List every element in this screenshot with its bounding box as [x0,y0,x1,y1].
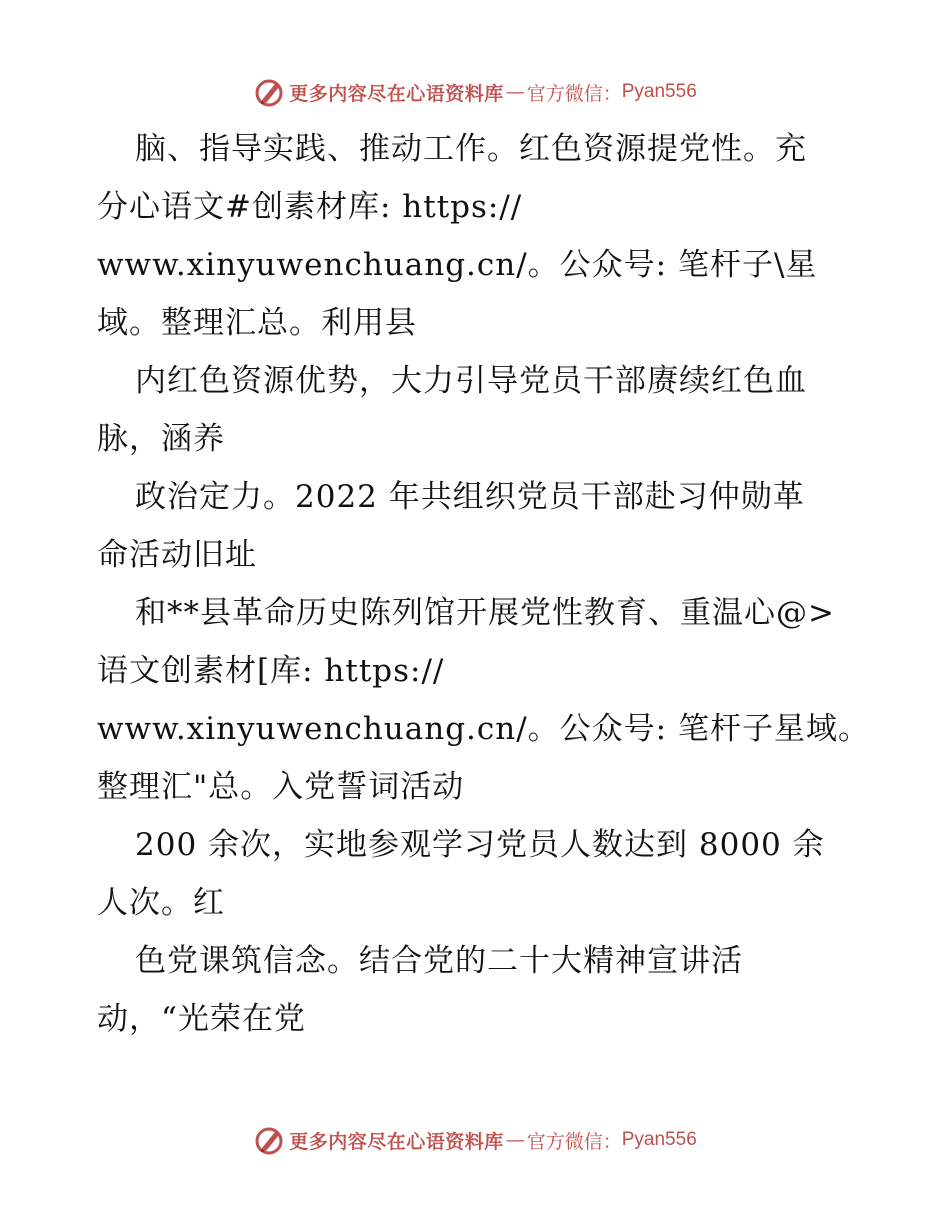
header-banner-wechat-id: Pyan556 [621,81,697,102]
text-line: 和**县革命历史陈列馆开展党性教育、重温心@> [135,595,835,631]
text-line: 政治定力。2022 年共组织党员干部赴习仲勋革 [135,479,805,515]
header-banner-separator: — [505,81,525,103]
header-banner-wechat-label: 官方微信： [526,82,622,105]
pen-logo-icon [253,76,285,108]
footer-banner [0,1120,950,1160]
text-line: 脑、指导实践、推动工作。红色资源提党性。充 [135,131,807,167]
pen-logo-icon [253,1124,285,1156]
footer-banner-wechat-label: 官方微信： [526,1130,622,1153]
text-line: 内红色资源优势，大力引导党员干部赓续红色血 [135,363,807,399]
text-line: 命活动旧址 [97,537,257,573]
header-banner [0,72,950,112]
text-line: www.xinyuwenchuang.cn/。公众号: 笔杆子星域。 [97,711,870,747]
text-line: 语文创素材[库: https:// [97,653,445,689]
footer-banner-text: 更多内容尽在心语资料库 [289,1130,504,1153]
text-line: 人次。红 [97,885,225,921]
text-line: 脉，涵养 [97,421,225,457]
text-line: 200 余次，实地参观学习党员人数达到 8000 余 [135,827,825,863]
footer-banner-wechat-id: Pyan556 [621,1129,697,1150]
document-body [97,120,870,1048]
text-line: www.xinyuwenchuang.cn/。公众号: 笔杆子\星 [97,247,818,283]
text-line: 分心语文#创素材库: https:// [97,189,523,225]
text-line: 整理汇"总。入党誓词活动 [97,769,465,805]
footer-banner-separator: — [505,1129,525,1151]
text-line: 域。整理汇总。利用县 [97,305,417,341]
text-line: 动，“光荣在党 [97,1001,306,1037]
text-line: 色党课筑信念。结合党的二十大精神宣讲活 [135,943,743,979]
header-banner-text: 更多内容尽在心语资料库 [289,82,504,105]
